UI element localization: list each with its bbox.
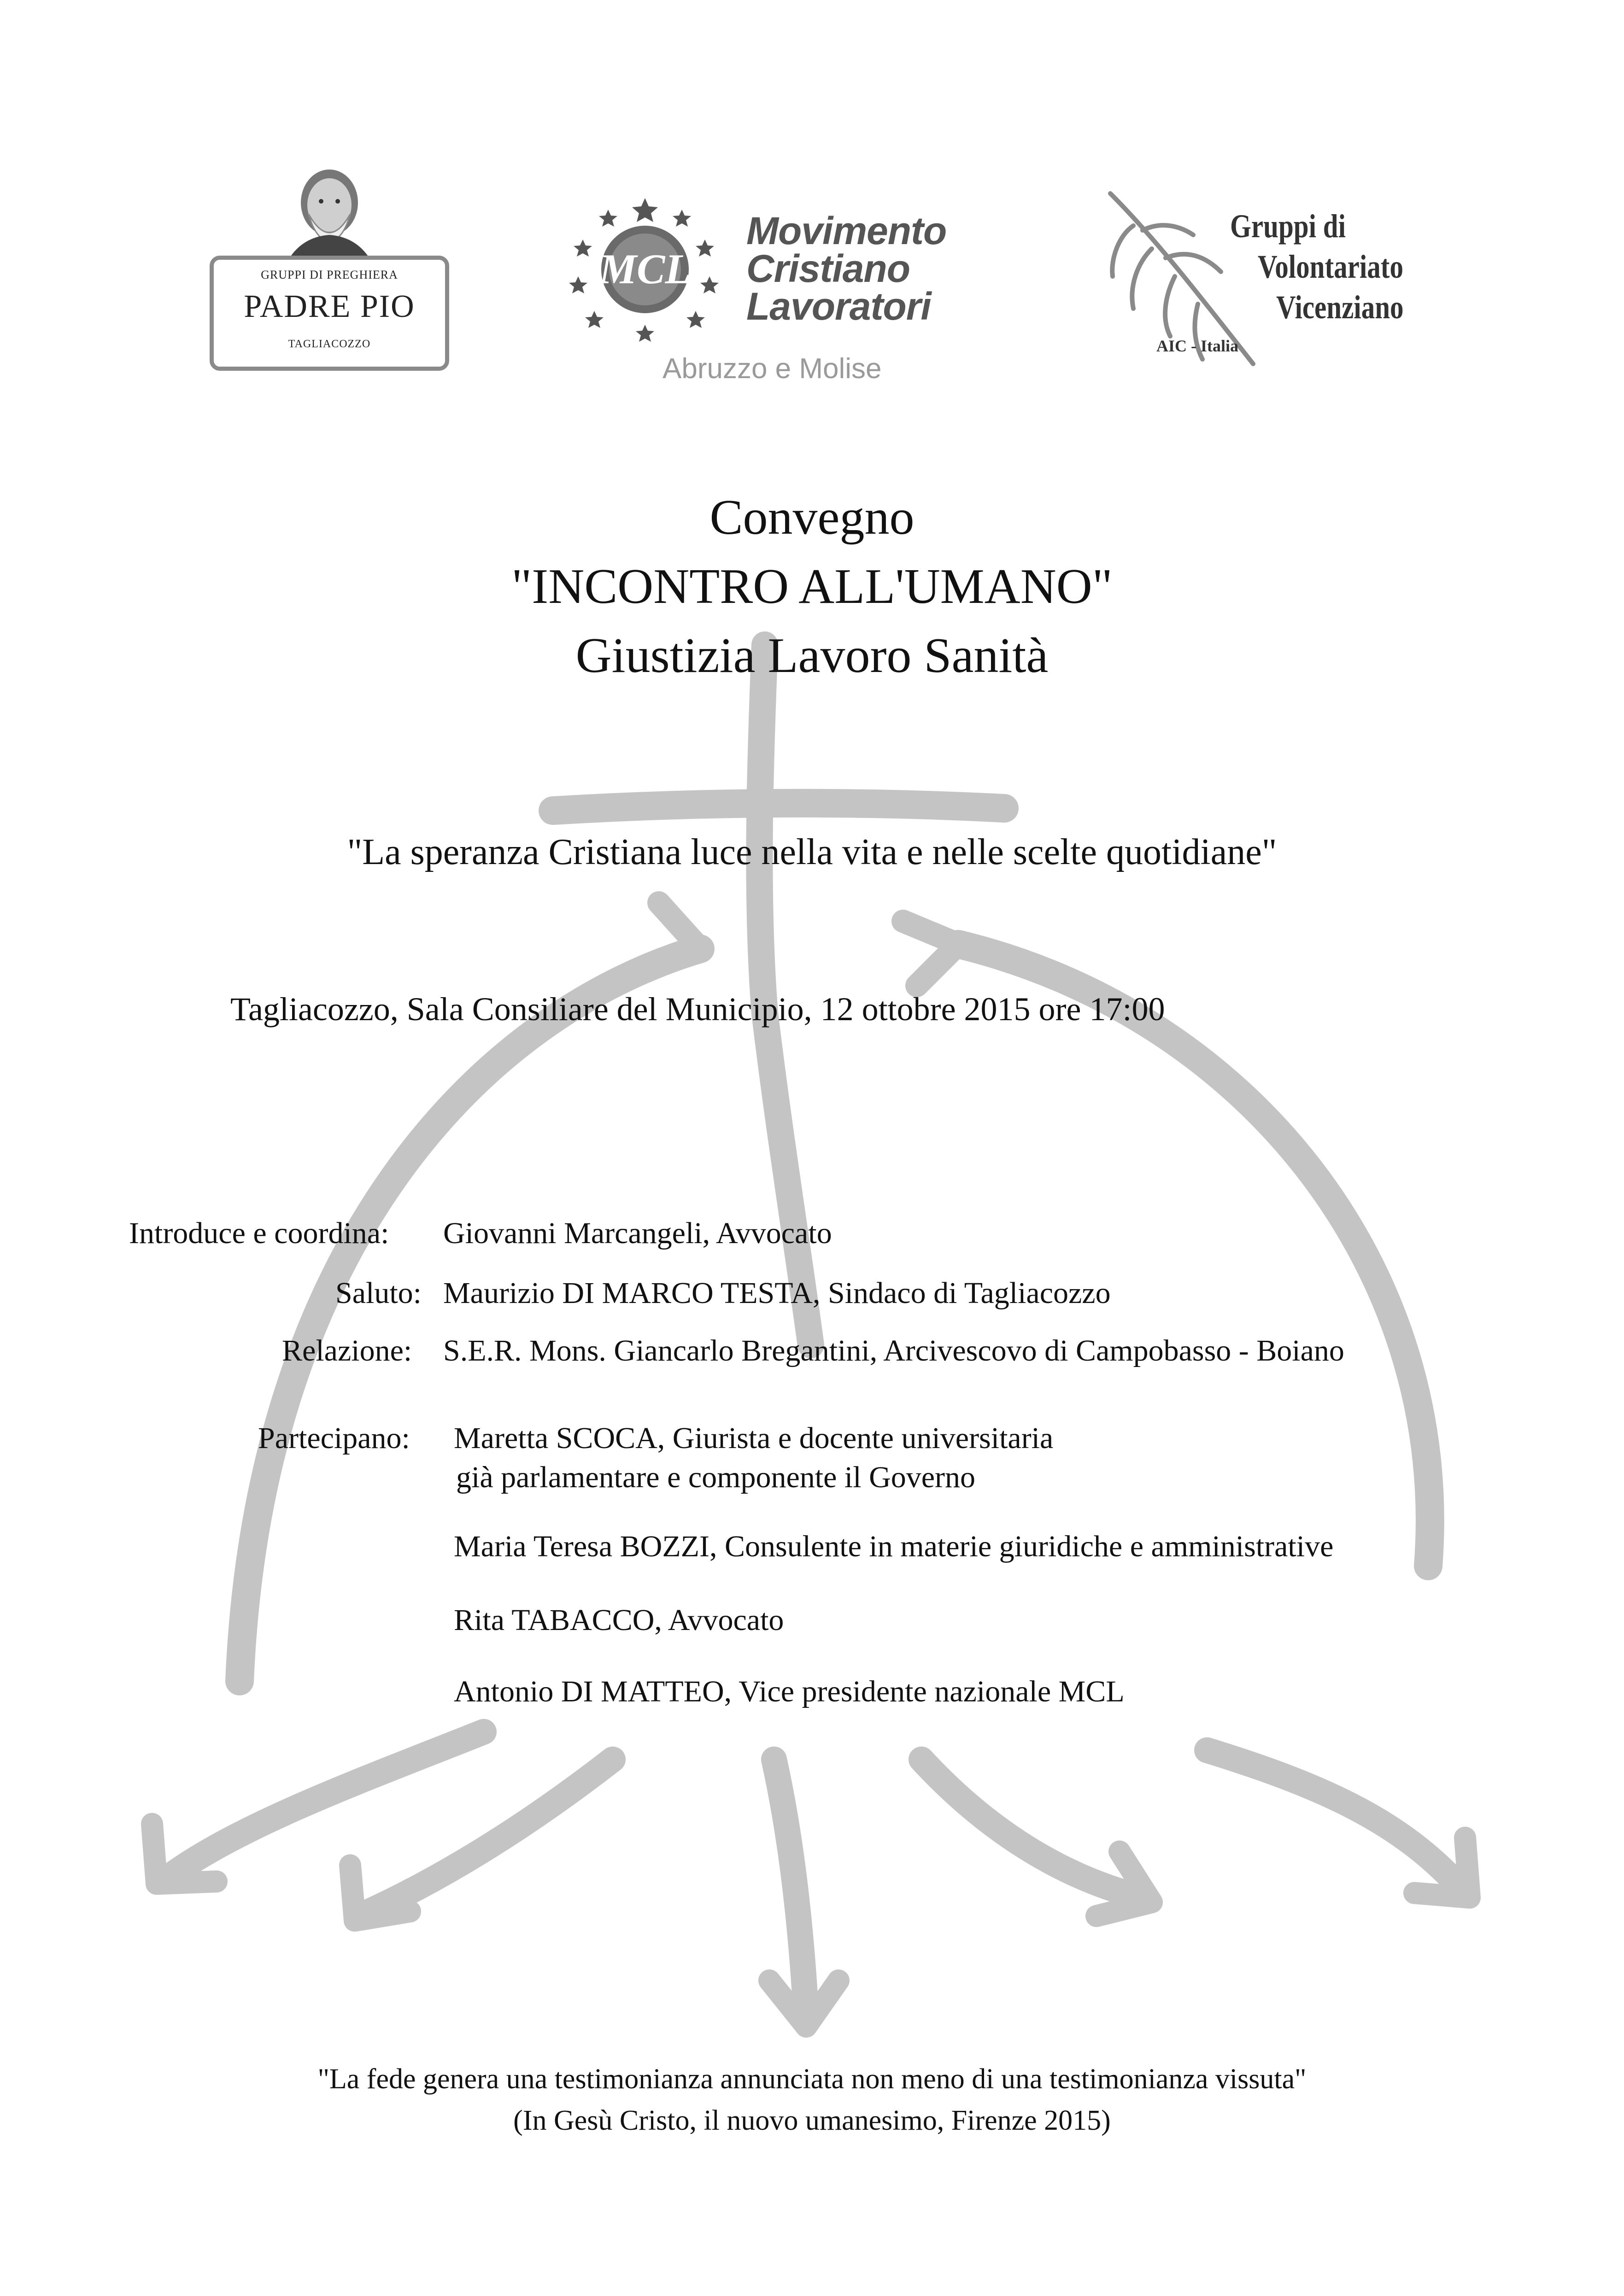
padre-pio-line1: GRUPPI DI PREGHIERA	[261, 268, 398, 281]
mcl-line2: Cristiano	[746, 247, 910, 290]
bottom-arrow-4	[921, 1759, 1143, 1898]
bottom-arrow-2	[359, 1759, 613, 1916]
mcl-emblem-icon	[562, 193, 728, 345]
mcl-logo	[562, 193, 1004, 410]
partecipano-label: Partecipano:	[258, 1421, 410, 1455]
saluto-value: Maurizio DI MARCO TESTA, Sindaco di Tagliacozzo	[443, 1276, 1111, 1310]
motto: "La speranza Cristiana luce nella vita e nelle scelte quotidiane"	[347, 832, 1277, 872]
gvv-line1: Gruppi di	[1230, 208, 1346, 245]
bottom-arrow-1	[166, 1732, 484, 1879]
participant-2: Maria Teresa BOZZI, Consulente in materie giuridiche e amministrative	[454, 1530, 1334, 1563]
gvv-tag: AIC - Italia	[1156, 337, 1238, 355]
mcl-line1: Movimento	[746, 209, 947, 252]
padre-pio-logo	[210, 159, 449, 375]
arrowhead-right-top	[903, 921, 958, 986]
title-line1: Convegno	[709, 490, 915, 545]
mcl-monogram: MCL	[599, 245, 691, 292]
gvv-line3: Vicenziano	[1276, 289, 1404, 326]
participant-1-line1: Maretta SCOCA, Giurista e docente universitaria	[454, 1421, 1054, 1455]
bottom-arrow-5	[1207, 1750, 1465, 1893]
padre-pio-portrait-icon	[270, 159, 389, 269]
intro-label: Introduce e coordina:	[129, 1216, 389, 1250]
title-line2: "INCONTRO ALL'UMANO"	[511, 559, 1113, 614]
participant-3: Rita TABACCO, Avvocato	[454, 1603, 784, 1637]
relazione-value: S.E.R. Mons. Giancarlo Bregantini, Arcivescovo di Campobasso - Boiano	[443, 1334, 1344, 1367]
arrowhead-left-top	[645, 903, 700, 972]
arc-left-stroke	[240, 949, 700, 1681]
gvv-logo	[1101, 184, 1470, 378]
padre-pio-name: PADRE PIO	[244, 289, 415, 324]
arc-right-stroke	[958, 944, 1430, 1566]
participant-4: Antonio DI MATTEO, Vice presidente nazionale MCL	[454, 1675, 1125, 1708]
padre-pio-plate	[210, 256, 449, 371]
closing-quote: "La fede genera una testimonianza annunciata non meno di una testimonianza vissuta"	[317, 2063, 1307, 2095]
saluto-label: Saluto:	[335, 1276, 422, 1310]
title-line3: Giustizia Lavoro Sanità	[575, 628, 1049, 683]
place-date: Tagliacozzo, Sala Consiliare del Municipio, 12 ottobre 2015 ore 17:00	[230, 991, 1165, 1028]
mcl-region: Abruzzo e Molise	[662, 353, 882, 385]
intro-value: Giovanni Marcangeli, Avvocato	[443, 1216, 832, 1250]
cross-horizontal-stroke	[553, 803, 1004, 811]
relazione-label: Relazione:	[282, 1334, 412, 1367]
mcl-line3: Lavoratori	[746, 285, 931, 328]
participant-1-line2: già parlamentare e componente il Governo	[456, 1461, 976, 1494]
closing-quote-source: (In Gesù Cristo, il nuovo umanesimo, Firenze 2015)	[513, 2105, 1111, 2136]
gvv-line2: Volontariato	[1258, 248, 1403, 285]
padre-pio-place: TAGLIACOZZO	[288, 338, 371, 350]
